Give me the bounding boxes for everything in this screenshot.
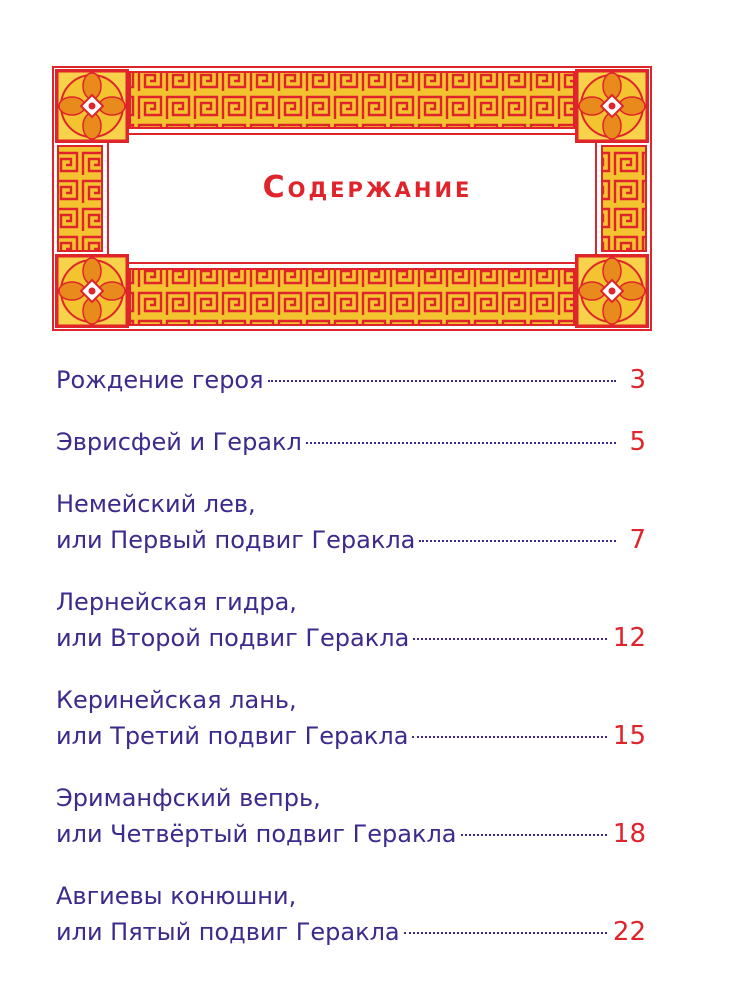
dot-leader (404, 932, 607, 934)
dot-leader (268, 380, 616, 382)
toc-entry-title: Эврисфей и Геракл (56, 428, 302, 456)
page-number: 5 (629, 427, 646, 457)
toc-entry-title: Авгиевы конюшни, (56, 882, 297, 910)
toc-entry[interactable] (56, 424, 646, 460)
table-of-contents (56, 362, 646, 976)
toc-entry-title: Лернейская гидра, (56, 588, 297, 616)
toc-entry[interactable] (56, 486, 646, 558)
dot-leader (412, 736, 606, 738)
page-number: 3 (629, 365, 646, 395)
page-number: 12 (612, 623, 646, 653)
toc-entry-subtitle: или Пятый подвиг Геракла (56, 918, 400, 946)
dot-leader (306, 442, 616, 444)
toc-entry-subtitle: или Второй подвиг Геракла (56, 624, 410, 652)
page-title: Содержание (262, 170, 473, 205)
page-number: 7 (629, 525, 646, 555)
toc-entry[interactable] (56, 780, 646, 852)
toc-entry[interactable] (56, 682, 646, 754)
toc-entry-title: Рождение героя (56, 366, 264, 394)
toc-entry-subtitle: или Четвёртый подвиг Геракла (56, 820, 457, 848)
dot-leader (419, 540, 616, 542)
toc-entry-title: Керинейская лань, (56, 686, 297, 714)
dot-leader (461, 834, 607, 836)
toc-entry-subtitle: или Первый подвиг Геракла (56, 526, 416, 554)
page-number: 22 (612, 917, 646, 947)
toc-entry-title: Эриманфский вепрь, (56, 784, 321, 812)
page-number: 15 (612, 721, 646, 751)
page-number: 18 (612, 819, 646, 849)
toc-entry-subtitle: или Третий подвиг Геракла (56, 722, 409, 750)
toc-entry[interactable] (56, 584, 646, 656)
toc-entry-title: Немейский лев, (56, 490, 256, 518)
toc-entry[interactable] (56, 878, 646, 950)
toc-entry[interactable] (56, 362, 646, 398)
dot-leader (413, 638, 607, 640)
